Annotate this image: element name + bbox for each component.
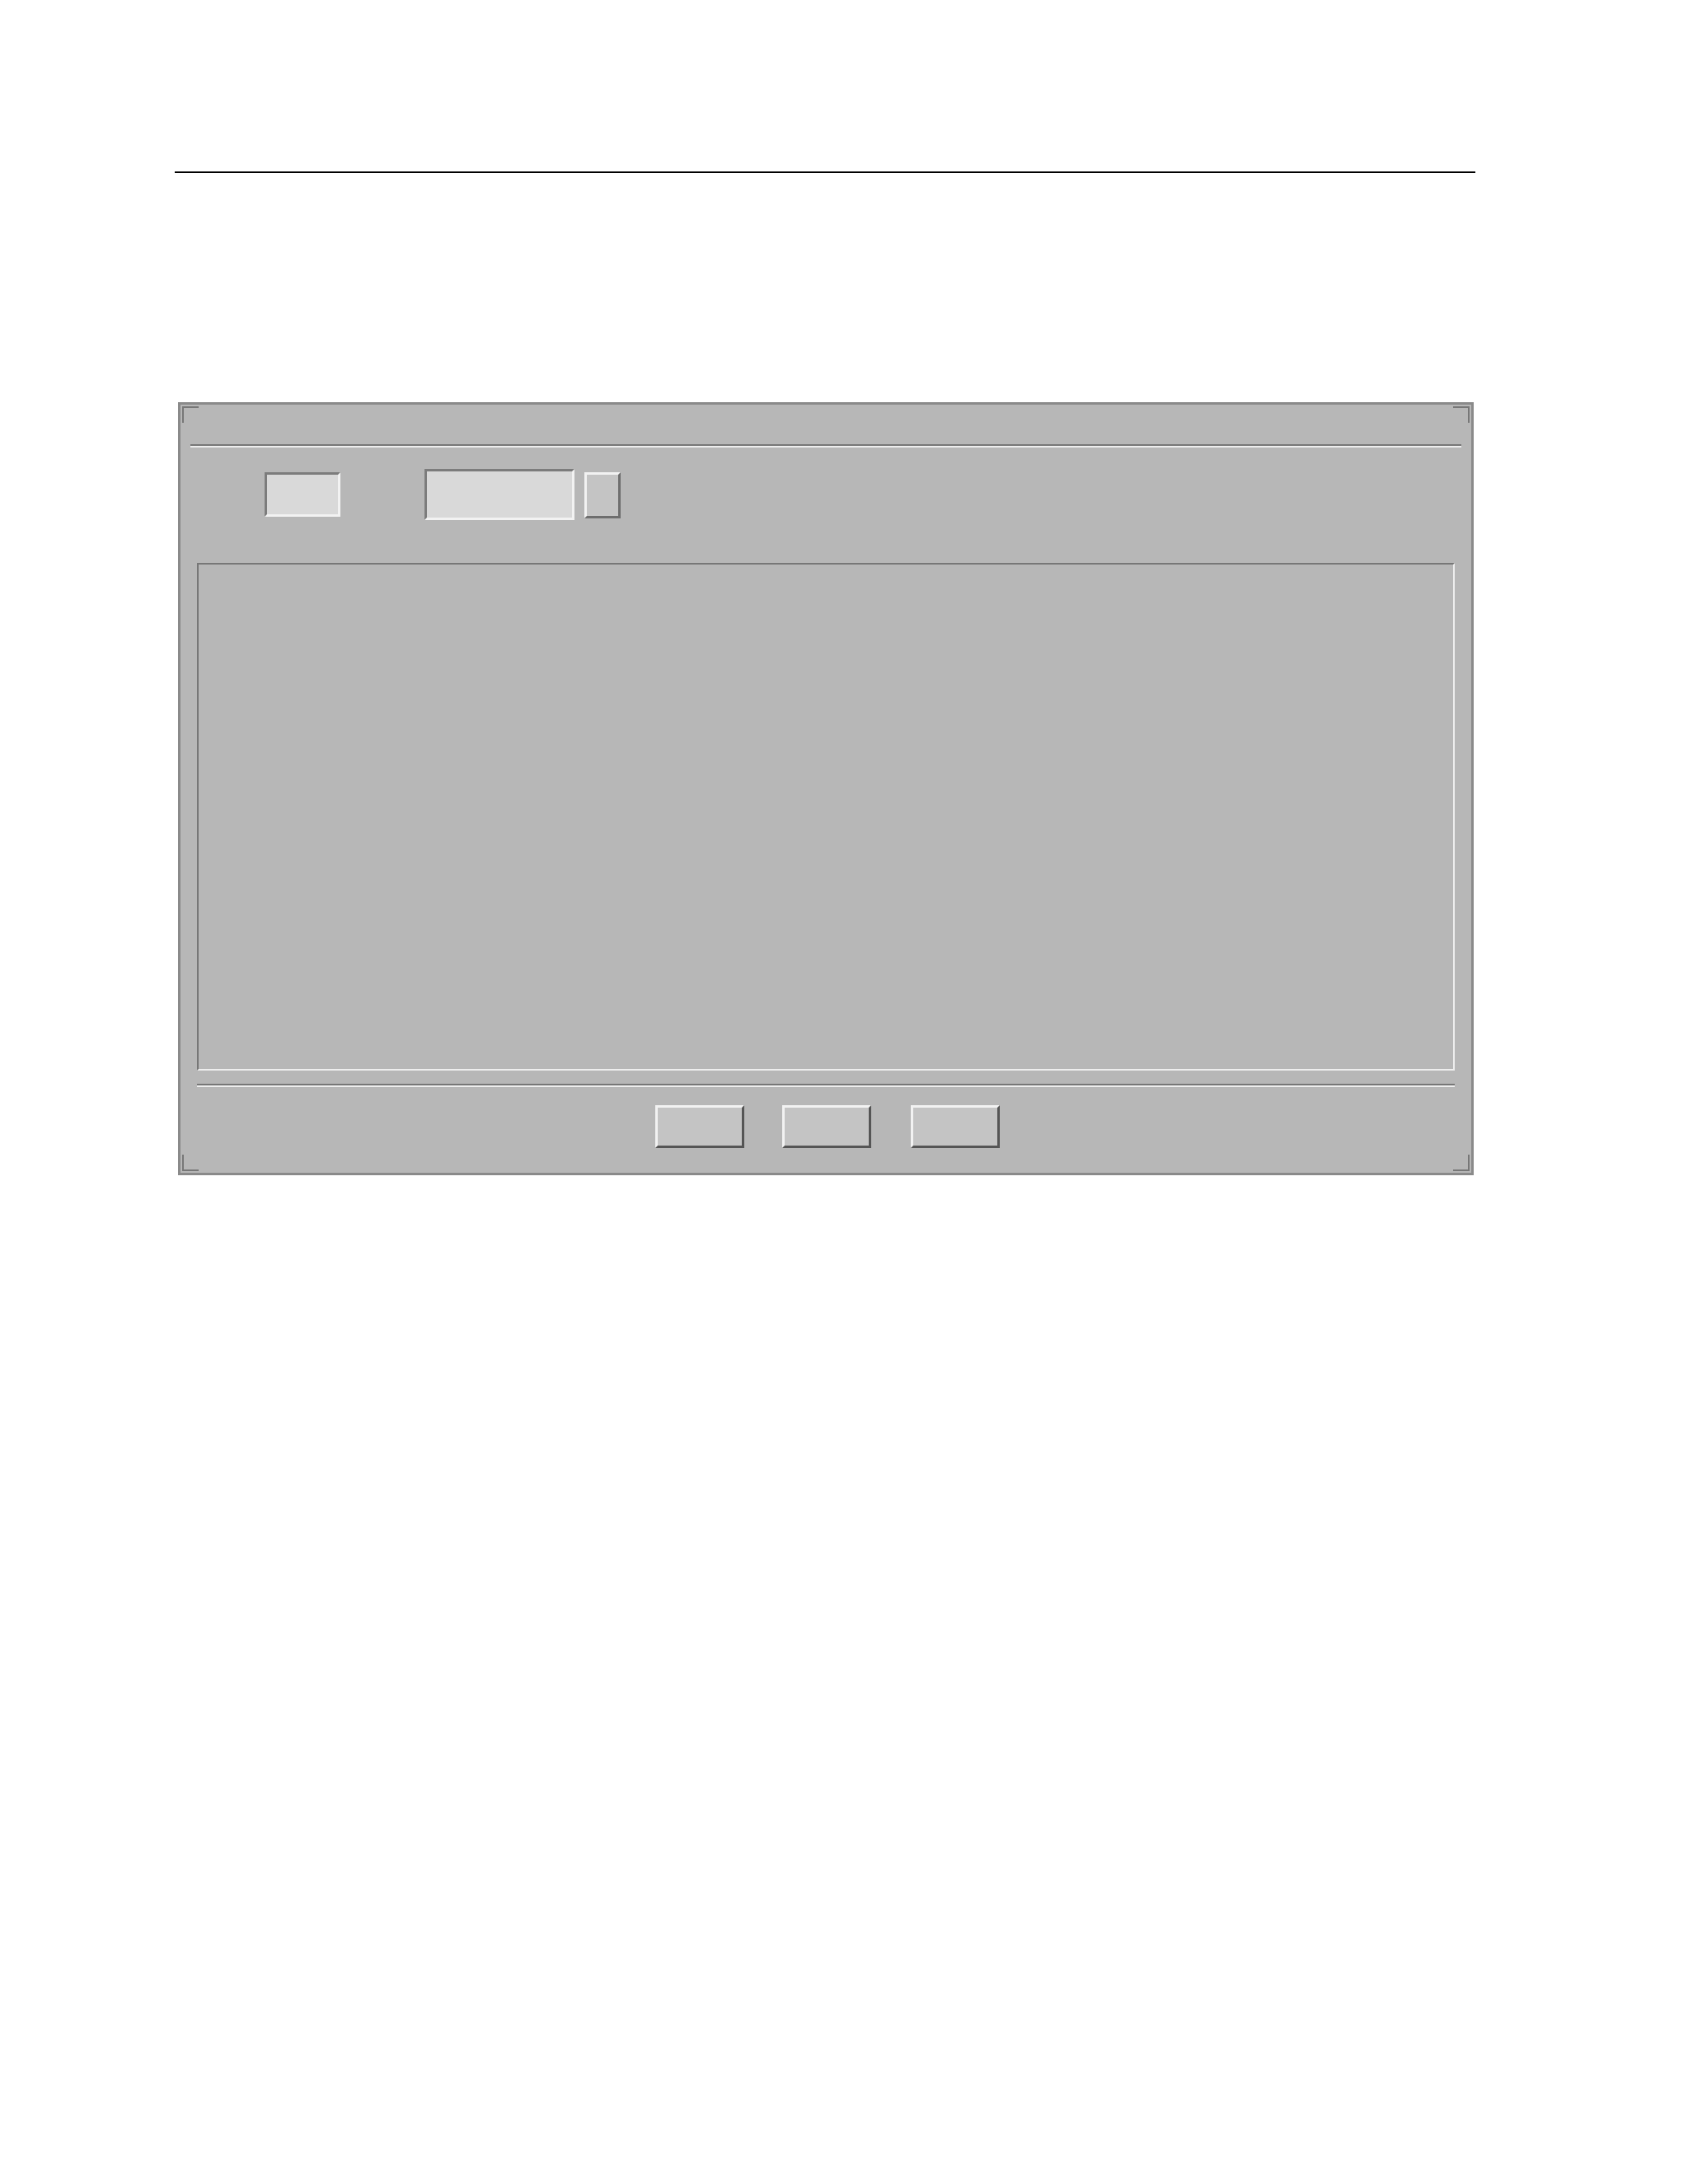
phase-dropdown-arrow[interactable] [584, 472, 621, 518]
resize-corner[interactable] [182, 1155, 199, 1171]
mass-fractions-group [197, 563, 1455, 1071]
close-button[interactable] [782, 1105, 871, 1148]
header-rule [175, 171, 1475, 173]
zone-field[interactable] [265, 472, 340, 517]
help-button[interactable] [911, 1105, 1000, 1148]
button-separator [197, 1084, 1455, 1087]
dialog-title [181, 405, 1471, 443]
chemical-species-dialog [178, 402, 1474, 1175]
title-divider [190, 444, 1461, 448]
phase-dropdown[interactable] [424, 469, 574, 520]
apply-button[interactable] [655, 1105, 744, 1148]
resize-corner[interactable] [1453, 1155, 1470, 1171]
